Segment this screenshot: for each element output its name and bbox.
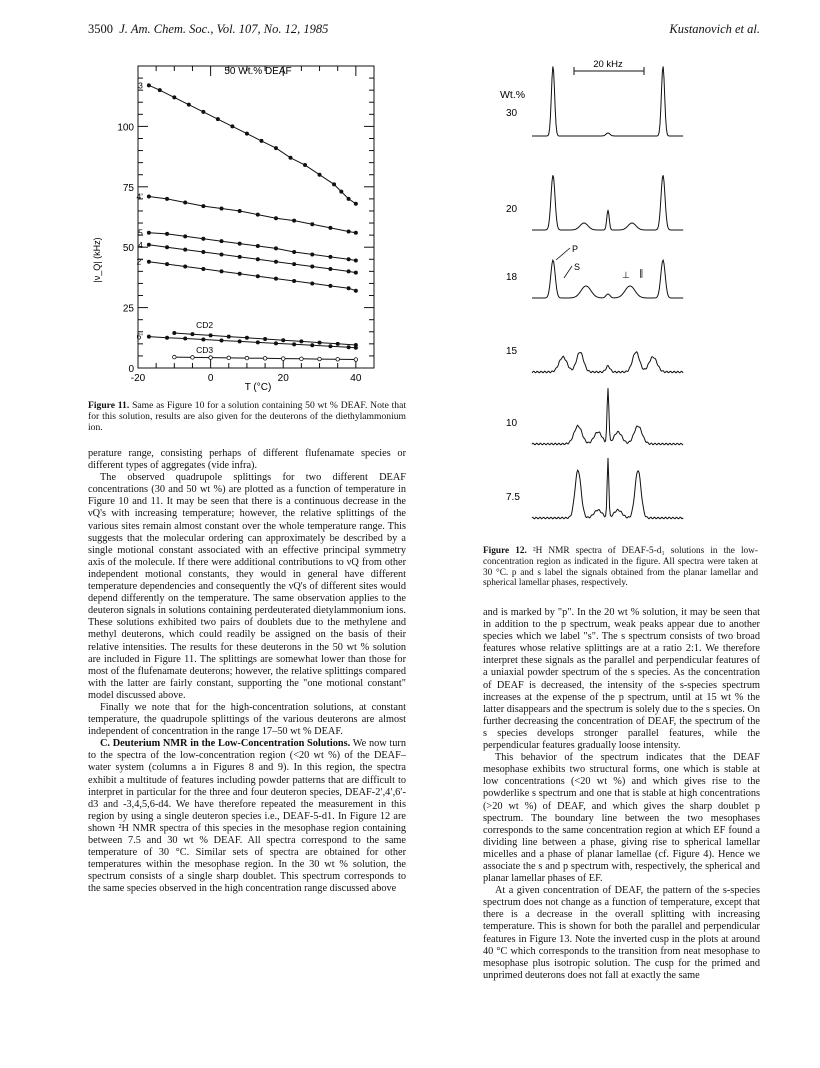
data-point	[165, 336, 168, 339]
data-point	[158, 89, 161, 92]
data-point	[202, 237, 205, 240]
data-point	[184, 337, 187, 340]
spectrum-trace	[532, 260, 683, 298]
series-5	[138, 228, 357, 262]
series-line	[149, 197, 356, 233]
data-point	[202, 110, 205, 113]
figure-12-caption-label: Figure 12.	[483, 546, 527, 556]
data-point	[173, 331, 176, 334]
series-label: CD2	[196, 319, 214, 330]
peak-label-par: ∥	[639, 268, 644, 278]
series-label: 3	[138, 80, 143, 91]
header-left	[88, 22, 328, 37]
figure-12-caption	[483, 546, 758, 589]
data-point	[332, 183, 335, 186]
paragraph-text: This behavior of the spectrum indicates that the DEAF mesophase exhibits two structural forms, one which is stable at low concentrations (<20 wt %) and which gives rise to the powderlike s spectrum and one that is stable at high concentrations (>20 wt %) of DEAF, and which gives the sharp doublet p spectrum. The boundary line between the two mesophases corresponds to the same concentration region at which EF found a dividing line between a phase, giving rise to spherical lamellar micelles and a phase of planar lamellae (cf. Figure 4). Hence we associate the s and p spectrum with, respectively, the spherical and planar lamellar phases of EF.	[483, 752, 760, 885]
data-point	[187, 103, 190, 106]
data-point	[329, 267, 332, 270]
data-point	[209, 334, 212, 337]
page-number: 3500	[88, 22, 113, 36]
data-point	[311, 344, 314, 347]
data-point	[238, 242, 241, 245]
data-point	[202, 250, 205, 253]
figure-11-chart	[80, 52, 400, 398]
data-point	[293, 250, 296, 253]
series-label: CD3	[196, 345, 214, 356]
data-point	[220, 339, 223, 342]
data-point	[220, 240, 223, 243]
data-point	[263, 337, 266, 340]
data-point	[202, 338, 205, 341]
series-line	[149, 85, 356, 203]
data-point	[227, 356, 231, 360]
y-axis-label: |ν_Q| (kHz)	[92, 237, 102, 283]
chart-title: 50 Wt.% DEAF	[224, 66, 292, 77]
spectrum-trace	[532, 175, 683, 230]
data-point	[347, 230, 350, 233]
data-point	[191, 356, 195, 360]
x-tick-label: 40	[350, 373, 362, 384]
spectrum-trace	[532, 352, 683, 373]
data-point	[202, 267, 205, 270]
data-point	[329, 226, 332, 229]
series-3	[138, 80, 357, 205]
y-tick-label: 75	[122, 182, 134, 194]
figure-11-caption	[88, 400, 406, 433]
concentration-label: 7.5	[506, 492, 520, 503]
peak-label-s: S	[574, 262, 581, 272]
figure-12-spectra	[492, 40, 692, 540]
data-point	[354, 259, 357, 262]
series-label: 6'	[136, 331, 143, 342]
data-point	[202, 205, 205, 208]
data-point	[238, 340, 241, 343]
data-point	[336, 342, 339, 345]
data-point	[260, 139, 263, 142]
data-point	[354, 358, 358, 362]
concentration-label: 30	[506, 108, 518, 119]
data-point	[300, 340, 303, 343]
data-point	[245, 132, 248, 135]
y-tick-label: 25	[122, 303, 134, 315]
spectrum-trace	[532, 388, 683, 445]
data-point	[173, 96, 176, 99]
data-point	[347, 346, 350, 349]
peak-pointer	[556, 248, 570, 260]
data-point	[274, 342, 277, 345]
data-point	[147, 335, 150, 338]
concentration-label: 18	[506, 272, 518, 283]
data-point	[263, 357, 267, 361]
data-point	[147, 84, 150, 87]
data-point	[274, 260, 277, 263]
data-point	[184, 201, 187, 204]
data-point	[347, 287, 350, 290]
data-point	[300, 357, 304, 361]
data-point	[289, 156, 292, 159]
figure-11-caption-text: Same as Figure 10 for a solution containing 50 wt % DEAF. Note that for this solution, results are also given for the deuterons of the diethylammonium ion.	[88, 400, 406, 433]
data-point	[220, 270, 223, 273]
peak-label-p: P	[572, 244, 579, 254]
data-point	[245, 336, 248, 339]
spectrum-trace	[532, 67, 683, 137]
concentration-label: 10	[506, 418, 518, 429]
paragraph-text: The observed quadrupole splittings for two different DEAF concentrations (30 and 50 wt %) are plotted as a function of temperature in Figure 10 and 11. It may be seen that there is a continuous decrease in the νQ's with increasing temperature; however, the relative splittings of the various sites remain almost constant over the whole temperature range. This suggests that the molecular ordering can approximately be described by a single motional constant associated with an effective principal symmetry axis of the molecule. If there were additional contributions to νQ from other independent motional constants, they would in general have different temperature dependencies and consequently the νQ's of different sites would depend differently on the temperature. The same observation applies to the deuteron signals in solutions containing perdeuterated dietylammonium ions. These solutions exhibited two pairs of doublets due to the methylene and methyl deuterons, which could readily be assigned on the basis of their relative intensities. The results for these deuterons in the 50 wt % solution are included in Figure 11. The splittings are somewhat lower than those for most of the flufenamate deuterons; however, the relative splittings compared with the latter are fairly constant, supporting the "one motional constant" model discussed above.	[88, 472, 406, 701]
left-text-column	[88, 448, 406, 895]
scale-label: 20 kHz	[593, 59, 623, 70]
data-point	[147, 195, 150, 198]
series-line	[149, 262, 356, 291]
data-point	[147, 243, 150, 246]
data-point	[216, 118, 219, 121]
data-point	[238, 255, 241, 258]
data-point	[274, 147, 277, 150]
paragraph-text: Finally we note that for the high-concentration solutions, at constant temperature, the quadrupole splittings of the various deuterons are almost independent of concentration in the range 17–50 wt % DEAF.	[88, 701, 406, 738]
data-point	[165, 232, 168, 235]
x-tick-label: -20	[130, 373, 146, 384]
data-point	[311, 265, 314, 268]
data-point	[209, 356, 213, 360]
data-point	[220, 207, 223, 210]
data-point	[293, 279, 296, 282]
data-point	[354, 231, 357, 234]
paragraph	[88, 472, 406, 702]
peak-pointer	[564, 266, 572, 278]
data-point	[256, 341, 259, 344]
x-tick-label: 0	[207, 373, 214, 384]
data-point	[281, 357, 285, 361]
series-label: 5	[138, 227, 143, 238]
data-point	[340, 190, 343, 193]
data-point	[256, 213, 259, 216]
data-point	[191, 333, 194, 336]
data-point	[318, 173, 321, 176]
data-point	[311, 253, 314, 256]
data-point	[293, 343, 296, 346]
concentration-label: 15	[506, 346, 518, 357]
y-tick-label: 50	[122, 243, 134, 255]
paragraph	[483, 607, 760, 752]
data-point	[165, 246, 168, 249]
data-point	[184, 248, 187, 251]
data-point	[293, 219, 296, 222]
data-point	[173, 355, 177, 359]
y-tick-label: 100	[117, 122, 134, 134]
data-point	[318, 357, 322, 361]
data-point	[293, 263, 296, 266]
data-point	[354, 202, 357, 205]
paragraph-text: We now turn to the spectra of the low-concentration region (<20 wt %) of the DEAF–water system (columns a in Figures 8 and 9). In this region, the spectra exhibit a multitude of features including powder patterns that are difficult to interpret in particular for the three and four deuteron species, DEAF-2′,4′,6′-d3 and -3,4,5,6-d4. We have therefore repeated the measurement in this region by using a single deuteron species i.e., DEAF-5-d1. In Figure 12 are shown ²H NMR spectra of this species in the mesophase region containing between 7.5 and 30 wt % DEAF. All spectra correspond to the same temperature of 30 °C. Similar sets of spectra are obtained for other temperatures within the mesophase region. In the 30 wt % solution, the spectrum consists of a single sharp doublet. This spectrum corresponds to the same species observed in the high concentration range discussed above	[88, 738, 406, 895]
wt-percent-label: Wt.%	[500, 89, 526, 101]
data-point	[227, 335, 230, 338]
series-line	[149, 245, 356, 273]
data-point	[274, 247, 277, 250]
paragraph	[88, 702, 406, 738]
header-authors: Kustanovich et al.	[669, 22, 760, 36]
journal-citation: J. Am. Chem. Soc., Vol. 107, No. 12, 1985	[119, 22, 329, 36]
data-point	[354, 346, 357, 349]
data-point	[147, 260, 150, 263]
data-point	[256, 244, 259, 247]
data-point	[347, 197, 350, 200]
series-4	[137, 191, 358, 234]
paragraph	[88, 738, 406, 895]
data-point	[165, 263, 168, 266]
data-point	[347, 270, 350, 273]
paragraph-text: and is marked by "p". In the 20 wt % solution, it may be seen that in addition to the p spectrum, weak peaks appear due to another species which we label "s". The s spectrum consists of two broad features whose relative splittings are at a ratio 2:1. We therefore interpret these signals as the parallel and perpendicular features of a uniaxial powder spectrum of the s species. As the concentration of DEAF is decreased, the intensity of the s-species spectrum increases at the expense of the p spectrum, until at 15 wt % the latter disappears and the spectrum is solely due to the s species. On further decreasing the concentration of DEAF, the spectrum of the s species develops stronger parallel features, while the perpendicular features gradually loose intensity.	[483, 607, 760, 752]
paragraph-text: perature range, consisting perhaps of different flufenamate species or different types of aggregates (vide infra).	[88, 448, 406, 472]
peak-label-perp: ⊥	[622, 270, 630, 280]
data-point	[238, 209, 241, 212]
paragraph	[483, 752, 760, 885]
right-text-column	[483, 607, 760, 982]
data-point	[231, 125, 234, 128]
data-point	[184, 235, 187, 238]
data-point	[184, 265, 187, 268]
series-6	[137, 332, 358, 350]
y-tick-label: 0	[128, 364, 134, 375]
series-2	[137, 257, 358, 293]
data-point	[311, 223, 314, 226]
concentration-label: 20	[506, 204, 518, 215]
paragraph	[88, 448, 406, 472]
x-axis-label: T (°C)	[244, 382, 272, 393]
paragraph-text: At a given concentration of DEAF, the pattern of the s-species spectrum does not change as a function of temperature, except that there is a decrease in the overall splitting with increasing temperature. This is shown for both the parallel and perpendicular features in Figure 13. Note the inverted cusp in the plots at around 40 °C which corresponds to the transition from neat mesophase to mesophase plus isotropic solution. The cusp for the primed and unprimed deuterons does not fall at exactly the same	[483, 885, 760, 981]
spectrum-trace	[532, 458, 683, 519]
data-point	[238, 272, 241, 275]
data-point	[220, 253, 223, 256]
data-point	[303, 163, 306, 166]
data-point	[318, 341, 321, 344]
section-heading: C. Deuterium NMR in the Low-Concentration Solutions.	[100, 738, 351, 750]
data-point	[256, 275, 259, 278]
x-tick-label: 20	[277, 373, 289, 384]
data-point	[329, 345, 332, 348]
paragraph	[483, 885, 760, 982]
data-point	[354, 289, 357, 292]
series-line	[149, 233, 356, 261]
data-point	[311, 282, 314, 285]
data-point	[147, 231, 150, 234]
plot-frame	[138, 66, 374, 368]
data-point	[347, 258, 350, 261]
figure-11-caption-label: Figure 11.	[88, 400, 130, 411]
series-label: 4'	[136, 191, 143, 202]
data-point	[329, 284, 332, 287]
data-point	[336, 358, 340, 362]
data-point	[165, 197, 168, 200]
data-point	[329, 255, 332, 258]
data-point	[274, 277, 277, 280]
data-point	[282, 339, 285, 342]
data-point	[256, 258, 259, 261]
series-label: 2'	[136, 256, 143, 267]
figure-12-caption-text: ²H NMR spectra of DEAF-5-d₁ solutions in the low-concentration region as indicated in the figure. All spectra were taken at 30 °C. p and s label the signals obtained from the planar lamellar and spherical lamellar phases, respectively.	[483, 546, 758, 589]
data-point	[274, 217, 277, 220]
data-point	[354, 271, 357, 274]
series-label: 4	[138, 239, 143, 250]
data-point	[245, 356, 249, 360]
